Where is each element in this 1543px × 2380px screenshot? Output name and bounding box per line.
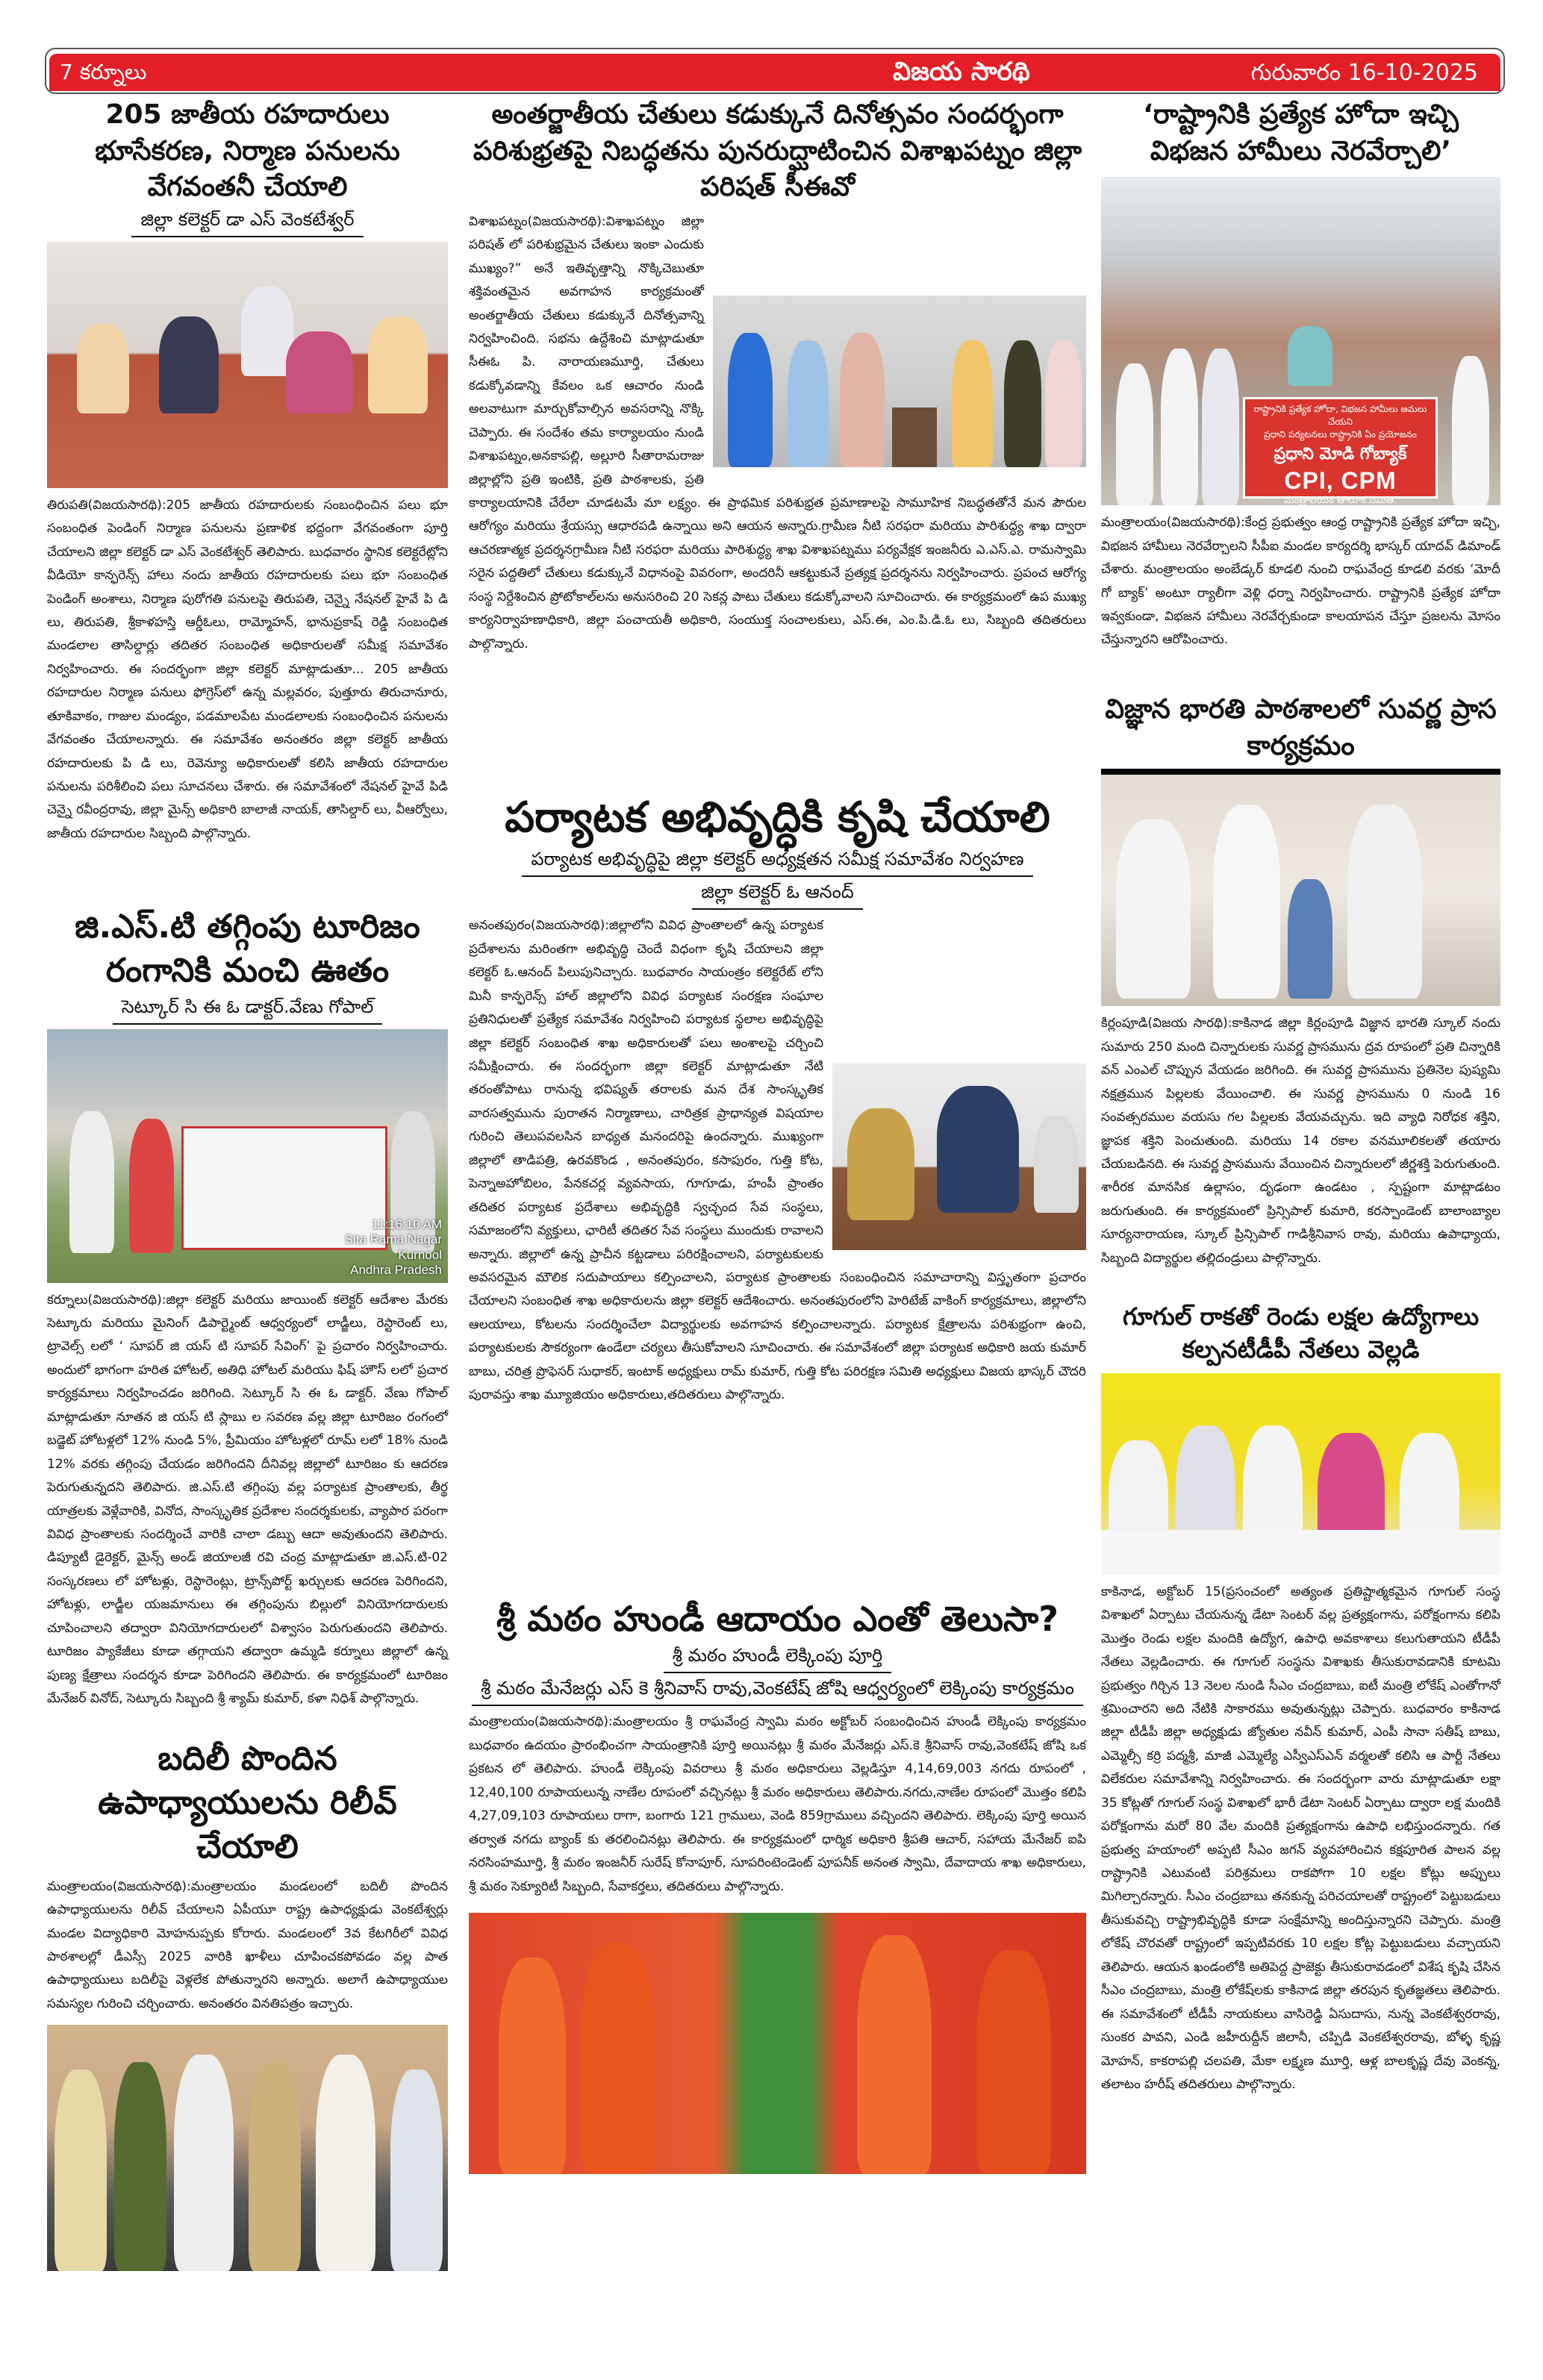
protest-banner [1243,397,1438,507]
article-body: కర్నూలు(విజయసారథి):జిల్లా కలెక్టర్ మరియు జాయింట్ కలెక్టర్ ఆదేశాల మేరకు సెట్కూరు మరియు మైనింగ్ డిపార్ట్మెంట్ ఆధ్వర్యంలో లాడ్జీలు, రెస్టారెంట్ లు, ట్రావెల్స్ లలో ‘ సూపర్ జి యస్ టి సూపర్ సేవింగ్’ పై ప్రచారం నిర్వహించారు. అందులో భాగంగా హరిత హోటల్, అతిధి హోటల్ మరియు ఫిష్ హౌస్ లలో ప్రచార కార్యక్రమాలు నిర్వహించడం జరిగింది. సెట్కూర్ సి ఈ ఓ డాక్టర్. వేణు గోపాల్ మాట్లాడుతూ నూతన జి యస్ టి స్లాబు ల సవరణ వల్ల జిల్లా టూరిజం రంగంలో బడ్జెట్ హోటళ్లలో 12% నుండి 5%, ప్రీమియం హోటళ్లలో రూమ్ లలో 18% నుండి 12% వరకు తగ్గింపు చేయడం జరిగిందని దీనివల్ల జిల్లాలో టూరిజం కు ఆదరణ పెరుగుతున్నదని తెలిపారు. జి.ఎస్.టి తగ్గింపు వల్ల పర్యాటక ప్రాంతాలకు, తీర్థ యాత్రలకు వెళ్లేవారికి, వినోద, సాంస్కృతిక ప్రదేశాల సందర్శకులకు, వ్యాపార పరంగా వివిధ ప్రాంతాలకు సందర్శించే వారికి చాలా డబ్బు ఆదా అవుతుందని తెలిపారు. డిప్యూటీ డైరెక్టర్, మైన్స్ అండ్ జియాలజీ రవి చంద్ర మాట్లాడుతూ జి.ఎస్.టి-02 సంస్కరణలు లో హోటళ్లు, రెస్టారెంట్లు, ట్రాన్స్‌పోర్ట్ ఖర్చులకు ఆదరణ పెరిగిందని, హోటళ్లు, లాడ్జీల యజమానులు ఈ తగ్గింపును బిల్లులో వినియోగదారులకు చూపించాలని తద్వారా వినియోగదారులలో విశ్వాసం పెరుగుతుందని తెలిపారు. టూరిజం ప్యాకేజీలు కూడా తగ్గాయని తద్వారా ఉమ్మడి కర్నూలు జిల్లాలో ఉన్న పుణ్య క్షేత్రాలు సందర్శన కూడా పెరిగిందని తెలిపారు. ఈ కార్యక్రమంలో టూరిజం మేనేజర్ వినోద్, సెట్కూరు సిబ్బంది శ్రీ శ్యామ్ కుమార్, కళా నిధిశ్ పాల్గొన్నారు. [47,1292,448,1706]
subheadline: శ్రీ మఠం హుండీ లెక్కింపు పూర్తి [664,1645,891,1673]
photo-teachers-petition [47,2025,448,2271]
headline: జి.ఎస్.టి తగ్గింపు టూరిజం రంగానికి మంచి ఊతం [75,907,420,990]
stamp-place: Sita Rama Nagar [344,1232,442,1247]
headline: విజ్ఞాన భారతి పాఠశాలలో సువర్ణ ప్రాస కార్యక్రమం [1105,694,1497,761]
article-body: మంత్రాలయం(విజయసారథి):మంత్రాలయం శ్రీ రాఘవేంద్ర స్వామి మఠం అక్టోబర్ సంబంధించిన హుండీ లెక్కింపు కార్యక్రమం బుధవారం ఉదయం ప్రారంభించగా సాయంత్రానికి పూర్తి అయినట్లు శ్రీ మఠం మేనేజర్లు ఎస్.కె శ్రీనివాస్ రావు,వెంకటేష్ జోషి ఒక ప్రకటన లో తెలిపారు. హుండీ లెక్కింపు వివరాలు శ్రీ మఠం అధికారులు వెల్లడిస్తూ 4,14,69,003 నగదు రూపంలో , 12,40,100 రూపాయలున్న నాణేల రూపంలో వచ్చినట్లు శ్రీ మఠం అధికారులు తెలిపారు.నగదు,నాణేల రూపంలో మొత్తం కలిపి 4,27,09,103 రూపాయలు రాగా, బంగారు 121 గ్రాములు, వెండి 859గ్రాములు వచ్చిందని తెలిపారు. లెక్కింపు పూర్తి అయిన తర్వాత నగదు బ్యాంక్ కు తరలించినట్లు తెలిపారు. ఈ కార్యక్రమంలో ధార్మిక అధికారి శ్రీపతి ఆచార్, సహాయ మేనేజర్ ఐపి నరసింహమూర్తి, శ్రీ మఠం ఇంజనీర్ సురేష్ కోనాపూర్, సూపరింటెండెంట్ పూపనీక్ అనంత స్వామి, దేవాదాయ శాఖ అధికారులు, శ్రీ మఠం సెక్యూరిటీ సిబ్బంది, సేవాకర్తలు, తదితరులు పాల్గొన్నారు. [469,1714,1086,1894]
banner-party: CPI, CPM [1284,467,1397,495]
article-body: తిరుపతి(విజయసారథి):205 జాతీయ రహదారులకు సంబంధించిన పలు భూ సంబంధిత పెండింగ్ నిర్మాణ పనులను ప్రణాళిక భద్దంగా వేగవంతంగా పూర్తి చేయాలని జిల్లా కలెక్టర్ డా ఎస్ వెంకటేశ్వర్ తెలిపారు. బుధవారం స్థానిక కలెక్టరేట్లోని వీడియో కాన్ఫరెన్స్ హాలు నందు జాతీయ రహదారులకు పలు భూ సంబంధిత పెండింగ్ అంశాలు, నిర్మాణ పురోగతి పనులపై తిరుపతి, చెన్నై నేషనల్ హైవే పి డి లు, తిరుపతి, శ్రీకాళహస్తి ఆర్డీఓలు, రామ్మోహన్, భానుప్రకాష్ రెడ్డి సంబంధిత మండలాల తాసిల్దార్లు తదితర సంబంధిత అధికారులతో సమీక్ష సమావేశం నిర్వహించారు. ఈ సందర్భంగా జిల్లా కలెక్టర్ మాట్లాడుతూ... 205 జాతీయ రహదారుల నిర్మాణ పనులు ఫోగ్రెస్‌లో ఉన్న మల్లవరం, పుత్తూరు తిరుచానూరు, తూకివాకం, గాజుల మండ్యం, పడమాలపేట మండలాలకు సంబంధించిన పనులను వేగవంతం చేయాలన్నారు. ఈ సమావేశం అనంతరం జిల్లా కలెక్టర్ జాతీయ రహదారులకు పి డి లు, రెవెన్యూ అధికారులతో కలిసి జాతీయ రహదారుల పనులను పరిశీలించి పలు సూచనలు చేశారు. ఈ సమావేశంలో నేషనల్ హైవే పిడి చెన్నై రవీంద్రరావు, జిల్లా మైన్స్ అధికారి బాలాజీ నాయక్, తాసిల్దార్ లు, వీఆర్వోలు, జాతీయ రహదారుల సిబ్బంది పాల్గొన్నారు. [47,497,448,841]
photo-gst-campaign [47,1029,448,1283]
subheadline: పర్యాటక అభివృద్ధిపై జిల్లా కలెక్టర్ అధ్యక్షతన సమీక్ష సమావేశం నిర్వహణ [522,849,1032,877]
byline: జిల్లా కలెక్టర్ ఓ ఆనంద్ [692,881,863,910]
article-handwash [469,97,1086,785]
article-google [1101,1301,1500,2326]
banner-footer: మంత్రాలయం తాలూక సమితి. [1283,495,1397,507]
left-column [47,97,448,2271]
stamp-city: Kurnool [398,1247,442,1262]
byline: సెట్కూర్ సి ఈ ఓ డాక్టర్.వేణు గోపాల్ [113,996,383,1025]
headline: పర్యాటక అభివృద్ధికి కృషి చేయాలి [505,793,1050,842]
headline: బదిలీ పొందిన ఉపాధ్యాయులను రిలీవ్ చేయాలి [98,1739,397,1867]
article-tourism [469,790,1086,1590]
photo-collector-meeting [47,242,448,488]
middle-column [469,97,1086,2174]
masthead-bar [49,54,1500,91]
masthead [45,48,1505,94]
photo-handwash-demo [713,296,1086,467]
stamp-time: 11:16:10 AM [371,1217,442,1231]
article-body: విశాఖపట్నం(విజయసారథి):విశాఖపట్నం జిల్లా పరిషత్ లో పరిశుభ్రమైన చేతులు ఇంకా ఎందుకు ముఖ్యం?” అనే ఇతివృత్తాన్ని నొక్కిచెబుతూ శక్తివంతమైన అవగాహన కార్యక్రమంతో అంతర్జాతీయ చేతులు కడుక్కునే దినోత్సవాన్ని నిర్వహించింది. సభను ఉద్దేశించి మాట్లాడుతూ సీఈఓ పి. నారాయణమూర్తి, చేతులు కడుక్కోవడాన్ని కేవలం ఒక ఆచారం నుండి అలవాటుగా మార్చుకోవాల్సిన అవసరాన్ని నొక్కి చెప్పారు. ఈ సందేశం తమ కార్యాలయం నుండి విశాఖపట్నం,అనకాపల్లి, అల్లూరి సీతారామరాజు జిల్లాల్లోని ప్రతి ఇంటికి, ప్రతి పాఠశాలకు, ప్రతి కార్యాలయానికి చేరేలా చూడటమే మా లక్ష్యం. ఈ ప్రాథమిక పరిశుభ్రత ప్రమాణాలపై సామూహిక నిబద్ధతతోనే మన పౌరుల ఆరోగ్యం మరియు శ్రేయస్సు ఆధారపడి ఉన్నాయి అని ఆయన అన్నారు.గ్రామీణ నీటి సరఫరా మరియు పారిశుద్ధ్య శాఖ ద్వారా ఆచరణాత్మక ప్రదర్శనగ్రామీణ నీటి సరఫరా మరియు పారిశుద్ధ్య శాఖ విశాఖపట్నము పర్యవేక్షక ఇంజనీరు ఎ.ఎస్.ఎ. రామస్వామి సరైన పద్దతిలో చేతులు కడుక్కునే విధానంపై వివరంగా, అందరినీ ఆకట్టుకునే ప్రత్యక్ష ప్రదర్శనను నిర్వహించారు. ప్రపంచ ఆరోగ్య సంస్థ నిర్దేశించిన ప్రోటోకాల్‌లను అనుసరించి 20 సెకన్ల పాటు చేతులు కడుక్కోవాలని సూచించారు. ఈ కార్యక్రమంలో ఉప ముఖ్య కార్యనిర్వాహణాధికారి, జిల్లా పంచాయతీ అధికారి, సంయుక్త సంచాలకులు, ఎస్.ఈ, ఎం.పి.డి.ఓ లు, సిబ్బంది తదితరులు పాల్గొన్నారు. [469,213,1086,652]
headline: శ్రీ మఠం హుండీ ఆదాయం ఎంతో తెలుసా? [496,1599,1059,1640]
banner-main: ప్రధాని మోడి గోబ్యాక్ [1274,445,1407,464]
paper-name: విజయ సారథి [893,57,1030,87]
photo-tourism-meeting [832,1063,1086,1250]
stamp-state: Andhra Pradesh [350,1263,442,1278]
article-hundi [469,1596,1086,2174]
headline: 205 జాతీయ రహదారులు భూసేకరణ, నిర్మాణ పనులను వేగవంతనీ చేయాలి [95,99,400,203]
headline: అంతర్జాతీయ చేతులు కడుక్కునే దినోత్సవం సందర్భంగా పరిశుభ్రతపై నిబద్ధతను పునరుద్ఘాటించిన విశాఖపట్నం జిల్లా పరిషత్ సీఈవో [473,99,1082,203]
banner-line-2: ప్రధాని పర్యటనలు రాష్ట్రానికి ఏం ప్రయోజనం [1264,429,1417,440]
article-body: మంత్రాలయం(విజయసారథి):కేంద్ర ప్రభుత్వం ఆంధ్ర రాష్ట్రానికి ప్రత్యేక హోదా ఇచ్చి, విభజన హామీలు నెరవేర్చాలని సీపీఐ మండల కార్యదర్శి భాస్కర్ యాదవ్ డిమాండ్ చేశారు. మంత్రాలయం అంబేడ్కర్ కూడలి నుంచి రాఘవేంద్ర కూడలి వరకు ‘మోదీ గో బ్యాక్’ అంటూ ర్యాలీగా వెళ్లి ధర్నా నిర్వహించారు. రాష్ట్రానికి ప్రత్యేక హోదా ఇవ్వకుండా, విభజన హామీలు నెరవేర్చకుండా కాలయాపన చేస్తూ ప్రజలను మోసం చేస్తున్నారని ఆరోపించారు. [1101,515,1500,648]
article-gst [47,905,448,1729]
article-body: కిర్లంపూడి(విజయ సారథి):కాకినాడ జిల్లా కిర్లంపూడి విజ్ఞాన భారతి స్కూల్ నందు సుమారు 250 మంది చిన్నారులకు సువర్ణ ప్రాసమును ద్రవ రూపంలో ప్రతి చిన్నారికి వన్ ఎంఎల్ చొప్పున వేయడం జరిగింది. ఈ సువర్ణ ప్రాసమును ప్రతినెల పుష్యమి నక్షత్రమున పిల్లలకు వేయించాలి. ఈ సువర్ణ ప్రాసమును 0 నుండి 16 సంవత్సరముల వయసు గల పిల్లలకు వేయవచ్చును. ఇది వ్యాధి నిరోధక శక్తిని, జ్ఞాపక శక్తిని పెంచుతుంది. మరియు 14 రకాల వనమూలికలతో తయారు చేయబడినది. ఈ సువర్ణ ప్రాసమును వేయించిన చిన్నారులలో జీర్ణశక్తి పెరుగుతుంది. శారీరక మానసిక ఉల్లాసం, దృఢంగా ఉండటం , స్పష్టంగా మాట్లాడటం జరుగుతుంది. ఈ కార్యక్రమంలో ప్రిన్సిపాల్ కుమారి, కరస్పాండెంట్ బాలాంబ్యాల సూర్యనారాయణ, స్కూల్ ప్రిన్సిపాల్ గాడిశ్రీనివాస రావు, మరియు ఉపాధ్యాయ, సిబ్బంది విద్యార్థుల తల్లిదండ్రులు పాల్గొన్నారు. [1101,1016,1500,1266]
headline: గూగుల్ రాకతో రెండు లక్షల ఉద్యోగాలు కల్పనటీడీపీ నేతలు వెల్లడి [1122,1302,1480,1364]
subheadline-2: శ్రీ మఠం మేనేజర్లు ఎస్ కె శ్రీనివాస్ రావు,వెంకటేష్ జోషి ఆధ్వర్యంలో లెక్కింపు కార్యక్రమం [472,1678,1083,1706]
photo-hundi-counting [469,1913,1086,2174]
byline: జిల్లా కలెక్టర్ డా ఎస్ వెంకటేశ్వర్ [131,209,363,237]
headline: ‘రాష్ట్రానికి ప్రత్యేక హోదా ఇచ్చి విభజన హామీలు నెరవేర్చాలి’ [1143,99,1459,166]
article-body: అనంతపురం(విజయసారథి):జిల్లాలోని వివిధ ప్రాంతాలలో ఉన్న పర్యాటక ప్రదేశాలను మరింతగా అభివృద్ధి చెందే విధంగా కృషి చేయాలని జిల్లా కలెక్టర్ ఓ.ఆనంద్ పిలుపునిచ్చారు. బుధవారం సాయంత్రం కలెక్టరేట్ లోని మినీ కాన్ఫరెన్స్ హాల్ జిల్లాలోని వివిధ పర్యాటక సంరక్షణ సంఘాల ప్రతినిధులతో ప్రత్యేక సమావేశం నిర్వహించి పర్యాటక స్థలాల అభివృద్ధిపై జిల్లా కలెక్టర్ సంబంధిత శాఖ అధికారులతో పలు అంశాలపై చర్చించి సమీక్షించారు. ఈ సందర్భంగా జిల్లా కలెక్టర్ మాట్లాడుతూ నేటి తరంతోపాటు రానున్న భవిష్యత్ తరాలకు మన దేశ సాంస్కృతిక వారసత్వమును పురాతన నిర్మాణాలు, చారిత్రక ప్రాధాన్యత విషయాల గురించి తెలుపవలసిన బాధ్యత మనందరిపై ఉందన్నారు. ముఖ్యంగా జిల్లాలో తాడిపత్రి, ఉరవకొండ , అనంతపురం, కసాపురం, గుత్తి కోట, పెన్నాఅహోబిలం, పేనకచర్ల వ్యవసాయ, గూగూడు, హంపీ ప్రాంతం తదితర పర్యాటక ప్రదేశాలు అభివృద్ధికి స్వచ్ఛంద సేవ సంస్థలు, సమాజంలోని వ్యక్తులు, ఛారిటీ తదితర సేవ సంస్థలు ముందుకు రావాలని అన్నారు. జిల్లాలో ఉన్న ప్రాచీన కట్టడాలు పరిరక్షించాలని, పర్యాటకులకు అవసరమైన మౌలిక సదుపాయాలు కల్పించాలని, పర్యాటక ప్రాంతాలకు సంబంధించిన సమాచారాన్ని విస్తృతంగా ప్రచారం చేయాలని సంబంధిత శాఖ అధికారులను జిల్లా కలెక్టర్ ఆదేశించారు. అనంతపురంలోని హెరిటేజ్ వాకింగ్ కార్యక్రమాలు, జిల్లాలోని ఆలయాలు, కోటలను సందర్శించేలా విద్యార్థులకు అవగాహన కల్పించాలన్నారు. పర్యాటక క్షేత్రాలను పరిశుభ్రంగా ఉంచి, పర్యాటకులకు సౌకర్యంగా ఉండేలా చర్యలు తీసుకోవాలని సూచించారు. ఈ సమావేశంలో జిల్లా పర్యాటక అధికారి జయ కుమార్ బాబు, చరిత్ర ప్రొఫెసర్ సుధాకర్, ఇంటాక్ అధ్యక్షులు రామ్ కుమార్, గుత్తి కోట పరిరక్షణ సమితి అధ్యక్షులు విజయ భాస్కర్ చౌదరి పురావస్తు శాఖ మ్యూజియం అధికారులు,తదితరులు పాల్గొన్నారు. [469,918,1086,1403]
photo-timestamp [345,1217,442,1278]
banner-line-1: రాష్ట్రానికి ప్రత్యేక హోదా, విభజన హామీలు అమలు చేయని [1253,404,1427,428]
article-special-status [1101,97,1500,683]
article-teachers [47,1737,448,2271]
right-column [1101,97,1500,2327]
issue-date: గురువారం 16-10-2025 [1250,60,1478,86]
article-highways [47,97,448,897]
photo-tdp-press-meet [1101,1373,1500,1575]
page-label: 7 కర్నూలు [60,60,147,84]
photo-suvarna-prasa [1101,769,1500,1006]
article-body: కాకినాడ, అక్టోబర్ 15(ప్రసంచంలో అత్యంత ప్రతిష్టాత్మకమైన గూగుల్ సంస్థ విశాఖలో ఏర్పాటు చేయనున్న డేటా సెంటర్ వల్ల ప్రత్యక్షంగాను, పరోక్షంగాను కలిపి మొత్తం రెండు లక్షల మందికి ఉద్యోగ, ఉపాధి అవకాశాలు కలుగుతాయని టీడీపీ నేతలు వెల్లడించారు. ఈ గూగుల్ సంస్థను విశాఖకు తీసుకురావడానికి కూటమి ప్రభుత్వం గిర్చిన 13 నెలల నుండి సీఎం చంద్రబాబు, ఐటీ మంత్రి లోకేష్ ఎంతోగానో శ్రమించారని అది నేటికి సాకారము అవుతున్నట్లు చెప్పారు. బుధవారం కాకినాడ జిల్లా టీడీపీ జిల్లా అధ్యక్షుడు జ్యోతుల నవీన్ కుమార్, ఎంపీ సానా సతీష్ బాబు, ఎమ్మెల్సీ కర్రి పద్మశ్రీ, మాజీ ఎమ్మెల్యే ఎస్వీఎస్ఎన్ వర్మలతో కలిసి ఆ పార్టీ నేతలు విలేకరుల సమావేశాన్ని నిర్వహించారు. ఈ సందర్భంగా వారు మాట్లాడుతూ లక్షా 35 కోట్లతో గూగుల్ సంస్థ విశాఖలో భారీ డేటా సెంటర్ ఏర్పాటు ద్వారా లక్ష మందికి పరోక్షంగాను మరో 80 వేల మందికి ప్రత్యక్షంగాను ఉపాధి లభిస్తుందన్నారు. గత ప్రభుత్వ హయాంలో అప్పటి సీఎం జగన్ వ్యవహారించిన కక్షపూరిత పాలన వల్ల రాష్ట్రానికి ఎటువంటి పరిశ్రమలు రాకపోగా 10 లక్షల కోట్లు అప్పులు మిగిల్చారన్నారు. సీఎం చంద్రబాబు తనకున్న పరిచయాలతో రాష్ట్రంలో పెట్టుబడులు తీసుకువచ్చి రాష్ట్రాభివృద్ధికి కూడా సంక్షేమాన్ని అందిస్తున్నారని చెప్పారు. మంత్రి లోకేష్ చొరవతో రాష్ట్రంలో ఇప్పటివరకు 10 లక్షల కోట్ల పెట్టుబడులు వచ్చాయని తెలిపారు. ఆయన ఖండంలోకి అతిపెద్ద ప్రాజెక్టు తీసుకురావడంలో విశేష కృషి చేసిన సీఎం చంద్రబాబు, మంత్రి లోకేష్‌లకు కాకినాడ జిల్లా తరపున కృతజ్ఞతలు తెలిపారు. ఈ సమావేశంలో టీడీపీ నాయకులు వాసిరెడ్డి ఏసుదాసు, నున్న వెంకటేశ్వరరావు, సుంకర పావని, ఎండి జహీరుద్దీన్ జిలానీ, చప్పిడి వెంకటేశ్వరరావు, బోళ్ళ కృష్ణ మోహన్, కాకరాపల్లి చలపతి, మేకా లక్ష్మణ మూర్తి, ఆళ్ల బాలకృష్ణ దేవు వెంకన్న, తలాటం హరీష్ తదితరులు పాల్గొన్నారు. [1101,1584,1500,2092]
article-body: మంత్రాలయం(విజయసారథి):మంత్రాలయం మండలంలో బదిలీ పొందిన ఉపాధ్యాయులను రిలీవ్ చేయాలని ఏపీయూ రాష్ట్ర ఉపాధ్యక్షుడు వెంకటేశ్వర్లు మండల విద్యాధికారి మోహనుప్పకు కోరారు. మండలంలో 3వ కేటగిరీలో వివిధ పాఠశాలల్లో డీఎస్సీ 2025 వారికి ఖాళీలు చూపించకపోవడం వల్ల పాత ఉపాధ్యాయులు బదిలీపై వెళ్లలేక పోతున్నారని అన్నారు. అలాగే ఉపాధ్యాయుల సమస్యల గురించి చర్చించారు. అనంతరం వినతిపత్రం ఇచ్చారు. [47,1878,448,2011]
photo-cpi-cpm-rally [1101,177,1500,505]
article-suvarna-prasa [1101,692,1500,1292]
